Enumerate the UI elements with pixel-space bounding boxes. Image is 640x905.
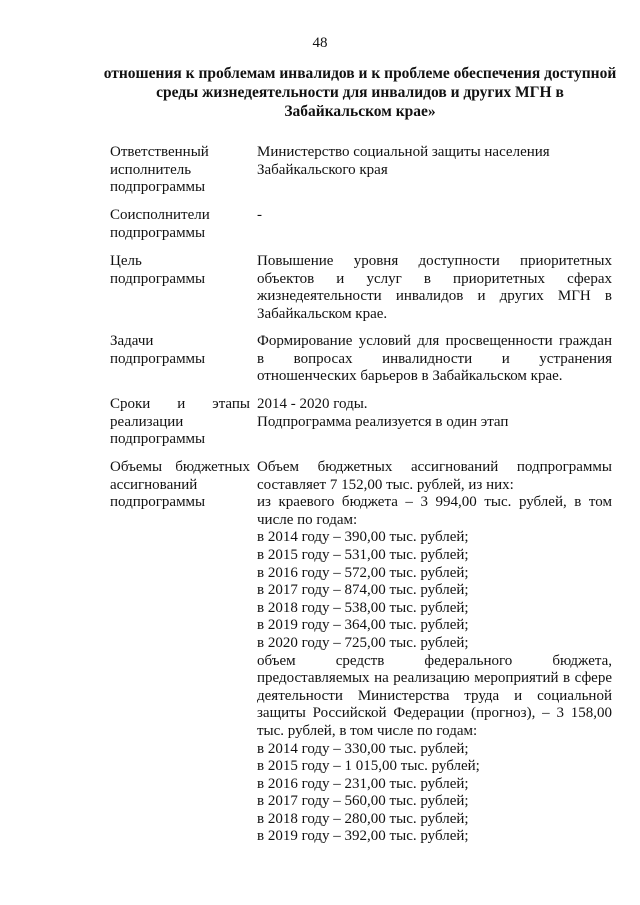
value-line: в вопросах инвалидности и устранения [257,350,612,367]
section-label [110,333,250,368]
value-line: - [257,207,262,223]
document-title [100,64,620,121]
label-line: Соисполнители [110,207,210,223]
section-label [110,459,250,512]
label-line: Цель [110,253,142,269]
value-line: Забайкальского края [257,161,388,178]
value-line: в 2019 году – 392,00 тыс. рублей; [257,828,469,845]
value-line: Формирование условий для просвещенности граждан [257,333,612,349]
label-line: подпрограммы [110,224,206,241]
value-line: составляет 7 152,00 тыс. рублей, из них: [257,476,514,493]
value-line: в 2014 году – 330,00 тыс. рублей; [257,740,469,757]
label-line: ассигнований [110,476,198,493]
value-line: 2014 - 2020 годы. [257,396,368,412]
value-line: отношенческих барьеров в Забайкальском крае. [257,368,563,385]
section-label [110,396,250,449]
section-label [110,207,250,242]
value-line: Подпрограмма реализуется в один этап [257,413,509,430]
value-line: защиты Российской Федерации (прогноз), – 3 158,00 [257,705,612,722]
section-value [257,253,612,323]
label-line: Ответственный [110,144,209,160]
section-value [257,459,612,846]
value-line: объектов и услуг в приоритетных сферах [257,270,612,287]
value-line: объем средств федерального бюджета, [257,652,612,669]
value-line: в 2014 году – 390,00 тыс. рублей; [257,529,469,546]
section-value [257,144,612,179]
value-line: в 2018 году – 280,00 тыс. рублей; [257,810,469,827]
value-line: в 2018 году – 538,00 тыс. рублей; [257,599,469,616]
section-label [110,144,250,197]
value-line: в 2016 году – 572,00 тыс. рублей; [257,564,469,581]
value-line: жизнедеятельности инвалидов и других МГН в [257,288,612,305]
value-line: в 2017 году – 874,00 тыс. рублей; [257,582,469,599]
title-line: среды жизнедеятельности для инвалидов и других МГН в [156,84,564,101]
label-line: подпрограммы [110,270,206,287]
value-line: Повышение уровня доступности приоритетных [257,253,612,269]
label-line: Объемы бюджетных [110,459,250,475]
value-line: из краевого бюджета – 3 994,00 тыс. рублей, в том [257,494,612,511]
label-line: подпрограммы [110,494,206,511]
label-line: Сроки и этапы [110,396,250,412]
value-line: деятельности Министерства труда и социальной [257,687,612,704]
value-line: в 2019 году – 364,00 тыс. рублей; [257,617,469,634]
value-line: в 2015 году – 531,00 тыс. рублей; [257,546,469,563]
page-number: 48 [312,35,328,51]
section-value [257,333,612,386]
label-line: подпрограммы [110,431,206,448]
value-line: в 2020 году – 725,00 тыс. рублей; [257,634,469,651]
section-label [110,253,250,288]
title-line: Забайкальском крае» [284,103,436,120]
value-line: в 2016 году – 231,00 тыс. рублей; [257,775,469,792]
label-line: подпрограммы [110,179,206,196]
value-line: в 2015 году – 1 015,00 тыс. рублей; [257,758,480,775]
label-line: реализации [110,413,184,430]
value-line: тыс. рублей, в том числе по годам: [257,722,478,739]
section-value [257,396,612,431]
value-line: числе по годам: [257,511,358,528]
value-line: Забайкальском крае. [257,305,388,322]
value-line: Министерство социальной защиты населения [257,144,550,160]
label-line: Задачи [110,333,154,349]
label-line: исполнитель [110,161,192,178]
section-value [257,207,612,225]
label-line: подпрограммы [110,350,206,367]
title-line: отношения к проблемам инвалидов и к проблеме обеспечения доступной [103,65,617,82]
value-line: в 2017 году – 560,00 тыс. рублей; [257,793,469,810]
value-line: Объем бюджетных ассигнований подпрограммы [257,459,612,475]
value-line: предоставляемых на реализацию мероприятий в сфере [257,670,612,687]
